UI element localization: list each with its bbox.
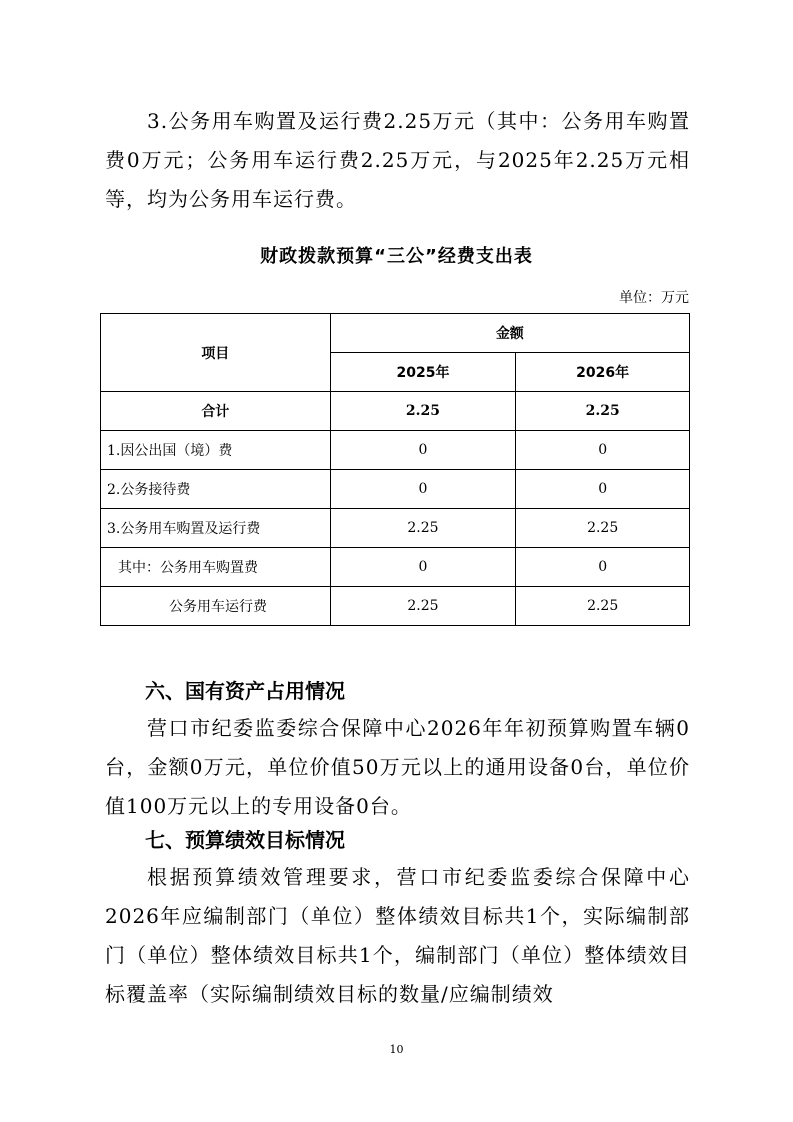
row-label: 公务用车运行费 <box>101 587 331 626</box>
table-row <box>101 509 690 548</box>
table-title: 财政拨款预算“三公”经费支出表 <box>260 246 533 267</box>
row-value-2025: 0 <box>330 548 516 587</box>
table-row <box>101 431 690 470</box>
budget-table <box>100 313 690 626</box>
row-value-2026: 0 <box>516 548 690 587</box>
table-row <box>101 587 690 626</box>
section7-paragraph: 根据预算绩效管理要求，营口市纪委监委综合保障中心2026年应编制部门（单位）整体绩效目标共1个，实际编制部门（单位）整体绩效目标共1个，编制部门（单位）整体绩效目标覆盖率（实际编制绩效目标的数量/应编制绩效 <box>105 865 690 1006</box>
row-value-2025: 0 <box>330 470 516 509</box>
row-value-2025: 0 <box>330 431 516 470</box>
row-label: 3.公务用车购置及运行费 <box>101 509 331 548</box>
header-year-2025: 2025年 <box>330 353 516 392</box>
row-value-2026: 0 <box>516 470 690 509</box>
row-value-2026: 0 <box>516 431 690 470</box>
table-row <box>101 470 690 509</box>
section6-heading: 六、国有资产占用情况 <box>145 679 345 703</box>
page-number: 10 <box>389 1043 404 1056</box>
table-header-row <box>101 314 690 353</box>
table-row <box>101 548 690 587</box>
row-value-2025: 2.25 <box>330 587 516 626</box>
header-year-2026: 2026年 <box>516 353 690 392</box>
row-label: 2.公务接待费 <box>101 470 331 509</box>
table-row <box>101 392 690 431</box>
table-unit: 单位：万元 <box>619 290 689 306</box>
row-label: 1.因公出国（境）费 <box>101 431 331 470</box>
row-value-2025: 2.25 <box>330 392 516 431</box>
row-value-2026: 2.25 <box>516 509 690 548</box>
row-label: 合计 <box>101 392 331 431</box>
section7-heading: 七、预算绩效目标情况 <box>145 828 345 852</box>
intro-paragraph: 3.公务用车购置及运行费2.25万元（其中：公务用车购置费0万元；公务用车运行费2.25万元，与2025年2.25万元相等，均为公务用车运行费。 <box>105 109 690 211</box>
header-amount: 金额 <box>330 314 689 353</box>
row-value-2026: 2.25 <box>516 587 690 626</box>
header-item: 项目 <box>101 314 331 392</box>
row-value-2025: 2.25 <box>330 509 516 548</box>
row-label: 其中：公务用车购置费 <box>101 548 331 587</box>
section6-paragraph: 营口市纪委监委综合保障中心2026年年初预算购置车辆0台，金额0万元，单位价值50万元以上的通用设备0台，单位价值100万元以上的专用设备0台。 <box>105 716 690 818</box>
row-value-2026: 2.25 <box>516 392 690 431</box>
